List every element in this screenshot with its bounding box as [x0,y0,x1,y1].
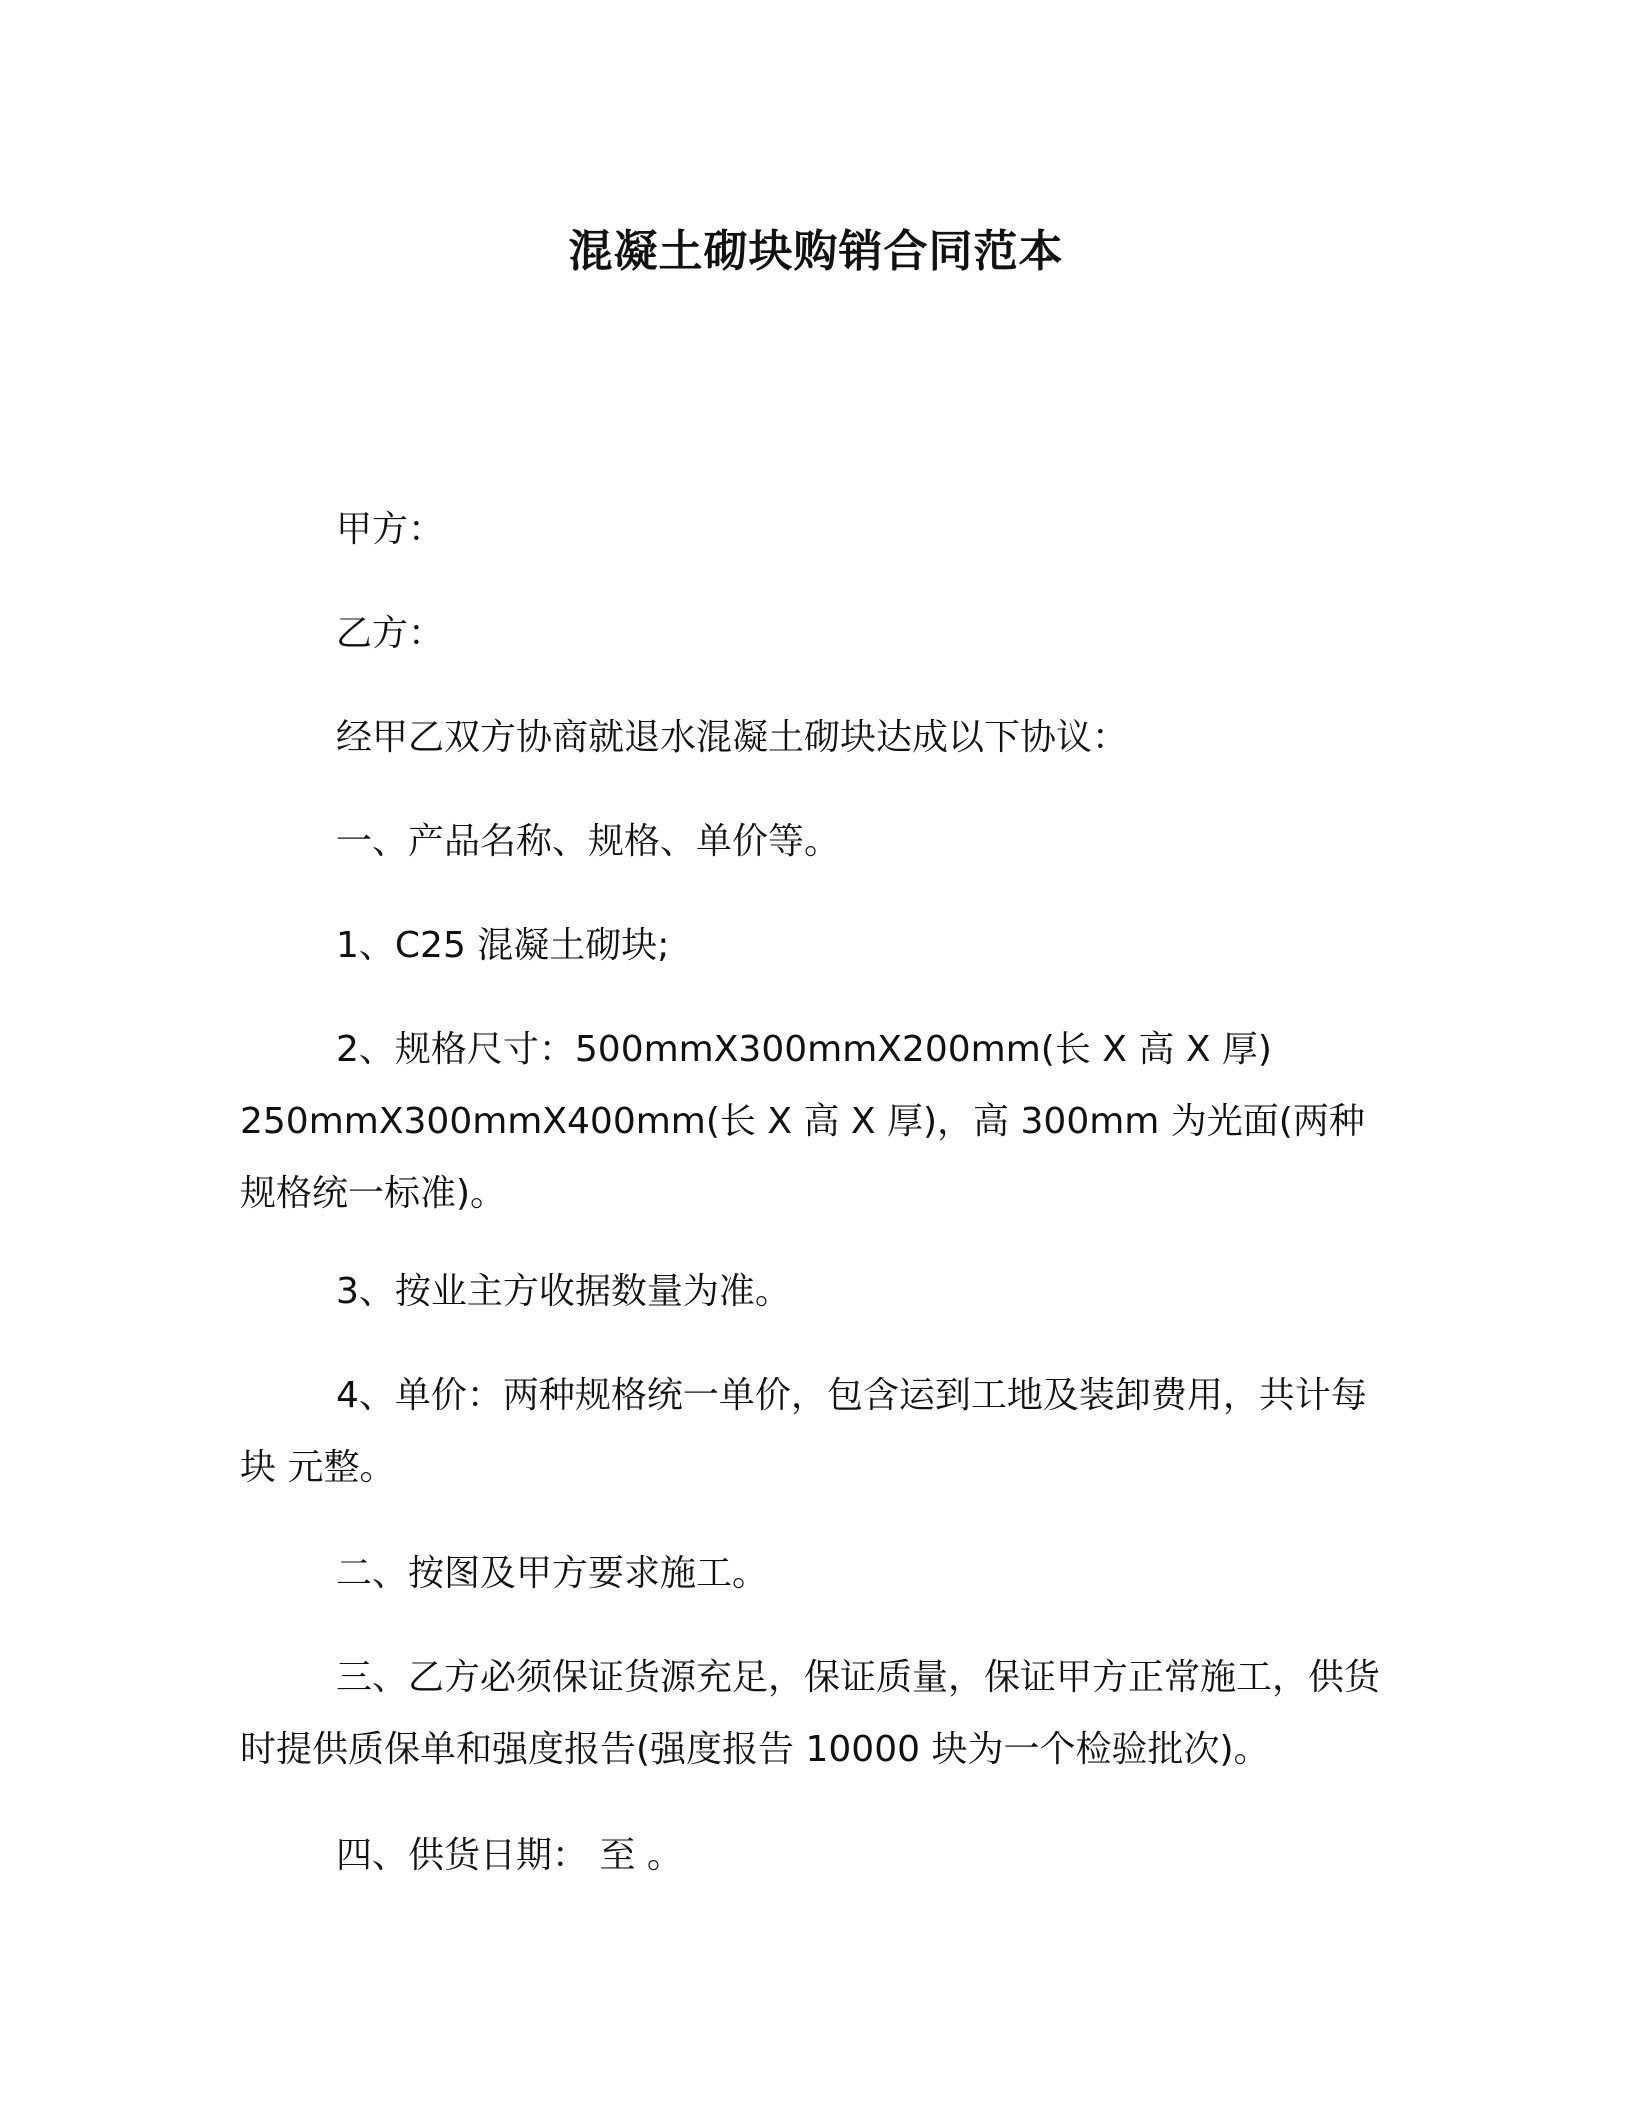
item-three: 3、按业主方收据数量为准。 [336,1271,791,1312]
agreement-intro: 经甲乙双方协商就退水混凝土砌块达成以下协议： [336,717,1129,758]
item-two-specs: 2、规格尺寸：500mmX300mmX200mm(长 X 高 X 厚) 250mmX300mmX400mm(长 X 高 X 厚)，高 300mm 为光面(两种规格统一标准)。 [240,1029,1365,1214]
section-one-heading: 一、产品名称、规格、单价等。 [336,821,841,862]
section-three: 三、乙方必须保证货源充足，保证质量，保证甲方正常施工，供货时提供质保单和强度报告(强度报告 10000 块为一个检验批次)。 [240,1657,1381,1770]
document-title: 混凝土砌块购销合同范本 [568,226,1064,277]
party-b-line: 乙方： [336,613,445,654]
item-one: 1、C25 混凝土砌块; [336,925,670,966]
section-four: 四、供货日期： 至 。 [336,1835,683,1876]
section-two: 二、按图及甲方要求施工。 [336,1553,769,1594]
party-a-line: 甲方： [336,509,445,550]
item-four-price: 4、单价：两种规格统一单价，包含运到工地及装卸费用，共计每块 元整。 [240,1375,1367,1488]
